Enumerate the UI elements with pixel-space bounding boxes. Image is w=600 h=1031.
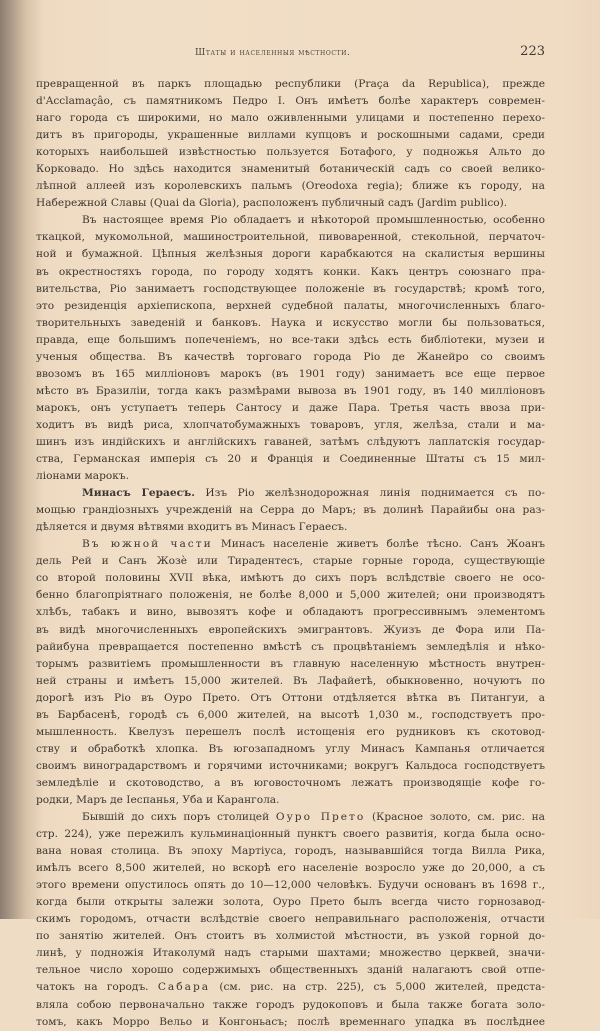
line-text: Корковадо. Но здѣсь находится знаменитый ботаническій садъ со своей велико- (36, 163, 545, 176)
line-text: ученыя общества. Въ качествѣ торговаго города Ріо де Жанейро со своимъ (36, 350, 545, 363)
line-text: тельное число хорошо содержимыхъ общественныхъ зданій налагаютъ свой отпе- (36, 964, 545, 977)
text-line (36, 298, 545, 315)
line-text: имѣлъ всего 8,500 жителей, но вскорѣ его населеніе возросло уже до 20,000, а съ (36, 862, 545, 875)
line-text: d'Acclamaçâo, съ памятникомъ Педро I. Онъ имѣетъ болѣе характеръ современ- (36, 95, 545, 108)
text-line (36, 349, 545, 366)
text-line (36, 366, 545, 383)
line-text: правда, еще большимъ попеченіемъ, но все-таки здѣсь есть библіотеки, музеи и (36, 333, 545, 346)
emphasized-place-name: Оуро Прето (275, 811, 366, 824)
line-text: хлѣбъ, табакъ и вино, вывозятъ кофе и обладаютъ прогрессивнымъ элементомъ (36, 606, 545, 619)
text-line (36, 315, 545, 332)
line-text: бенно благопріятнаго положенія, не болѣе 8,000 и 5,000 жителей; они производятъ (36, 589, 545, 602)
line-text: дорогѣ изъ Ріо въ Оуро Прето. Отъ Оттони отдѣляется вѣтка въ Питангуи, а (36, 691, 545, 704)
lead-text: Бывшій до сихъ поръ столицей (82, 811, 276, 824)
line-text: вительства, Ріо занимаетъ господствующее положеніе въ государствѣ; кромѣ того, (36, 282, 545, 295)
line-text: Минасъ населеніе живетъ болѣе тѣсно. Санъ Жоанъ (212, 538, 545, 551)
text-line (36, 417, 545, 434)
line-text: стр. 224), уже пережилъ кульминаціонный пунктъ своего развитія, когда была осно- (36, 828, 545, 841)
line-text: Изъ Ріо желѣзнодорожная линія поднимается съ по- (194, 487, 545, 500)
line-text: своимъ виноградарствомъ и горячими источниками; вокругъ Кальдоса господствуетъ (36, 759, 545, 772)
line-text: это резиденція архіепископа, верхней судебной палаты, многочисленныхъ благо- (36, 299, 545, 312)
text-line (36, 332, 545, 349)
line-text: линѣ, у подножія Итаколумй надъ старыми шахтами; множество церквей, значи- (36, 947, 545, 960)
line-text: дѣляется и двумя вѣтвями входитъ въ Минасъ Гераесъ. (36, 521, 348, 534)
text-line (36, 877, 545, 894)
line-text: (см. рис. на стр. 225), съ 5,000 жителей, предста- (210, 981, 545, 994)
text-line (36, 485, 545, 502)
text-line (36, 997, 545, 1014)
line-text: ліонами марокъ. (36, 470, 129, 483)
text-line (36, 212, 545, 229)
page-number: 223 (520, 44, 545, 59)
text-line (36, 775, 545, 792)
text-line (36, 110, 545, 127)
text-line (36, 1014, 545, 1031)
text-line (36, 400, 545, 417)
text-line (36, 383, 545, 400)
line-text: мощью грандіозныхъ учрежденій на Серра до Маръ; въ долинѣ Парайибы она раз- (36, 504, 545, 517)
line-text: (Красное золото, см. рис. на (365, 811, 545, 824)
text-line (36, 690, 545, 707)
line-text: ткацкой, мукомольной, машиностроительной, пивоваренной, стекольной, перчаточ- (36, 231, 545, 244)
text-line (36, 656, 545, 673)
page-header (40, 44, 545, 64)
lead-text: чатокъ на городъ. (36, 981, 158, 994)
text-line (36, 826, 545, 843)
text-line (36, 451, 545, 468)
line-text: ству и обработкѣ хлопка. Въ югозападномъ углу Минасъ Кампанья отличается (36, 742, 545, 755)
text-line (36, 604, 545, 621)
text-line (36, 246, 545, 263)
text-line (36, 127, 545, 144)
text-line (36, 144, 545, 161)
running-head: Штаты и населенныя мѣстности. (195, 48, 351, 58)
text-line (36, 945, 545, 962)
text-line (36, 536, 545, 553)
text-line (36, 911, 545, 928)
line-text: мышленность. Квелузъ перешелъ послѣ истощенія его рудниковъ къ скотовод- (36, 725, 545, 738)
line-text: марокъ, онъ уступаетъ теперь Сантосу и даже Пара. Третья часть ввоза при- (36, 401, 545, 414)
line-text: томъ, какъ Морро Вельо и Конгоньасъ; послѣ временнаго упадка въ послѣднее (36, 1015, 545, 1028)
text-line (36, 843, 545, 860)
text-line (36, 553, 545, 570)
line-text: со второй половины XVII вѣка, имѣютъ до сихъ поръ вслѣдствіе своего не осо- (36, 572, 545, 585)
text-line (36, 502, 545, 519)
line-text: земледѣліе и скотоводство, а въ юговосточномъ лежатъ производящіе кофе го- (36, 776, 545, 789)
text-line (36, 724, 545, 741)
text-line (36, 93, 545, 110)
line-text: которыхъ наибольшей извѣстностью пользуется Ботафого, у подножья Альто до (36, 146, 545, 159)
text-line (36, 639, 545, 656)
line-text: превращенной въ паркъ площадью республики (Praça da Republica), прежде (36, 78, 545, 90)
line-text: скимъ городомъ, отчасти вслѣдствіе своего неправильнаго расположенія, отчасти (36, 913, 545, 926)
line-text: ной и бумажной. Цѣпныя желѣзныя дороги карабкаются на скалистыя вершины (36, 248, 545, 261)
line-text: дитъ въ пригороды, украшенные виллами купцовъ и роскошными садами, среди (36, 129, 545, 142)
text-line (36, 962, 545, 979)
text-line (36, 979, 545, 996)
text-line (36, 76, 545, 93)
line-text: Въ настоящее время Ріо обладаетъ и нѣкоторой промышленностью, особенно (82, 214, 545, 227)
line-text: шинъ изъ индійскихъ и англійскихъ гаваней, затѣмъ слѣдуютъ лаплатскія государ- (36, 435, 545, 448)
line-text: ходитъ въ видѣ риса, хлопчатобумажныхъ товаровъ, угля, желѣза, стали и ма- (36, 418, 545, 431)
line-text: лѣпной аллеей изъ королевскихъ пальмъ (Oreodoxa regia); ближе къ городу, на (36, 180, 545, 193)
section-heading: Минасъ Гераесъ. (82, 487, 195, 500)
line-text: ней страны и имѣетъ 15,000 жителей. Въ Лафайетѣ, обыкновенно, ночуютъ по (36, 674, 545, 687)
text-line (36, 178, 545, 195)
text-line (36, 468, 545, 485)
line-text: Набережной Славы (Quai da Gloria), расположенъ публичный садъ (Jardim publico). (36, 197, 508, 210)
line-text: ввозомъ въ 165 милліоновъ марокъ (въ 1901 году) занимаетъ все еще первое (36, 367, 545, 380)
text-line (36, 434, 545, 451)
text-line (36, 673, 545, 690)
text-line (36, 161, 545, 178)
line-text: этого времени опустилось опять до 10—12,000 человѣкъ. Будучи основанъ въ 1698 г., (36, 879, 545, 892)
text-line (36, 229, 545, 246)
text-line (36, 741, 545, 758)
line-text: райибуна превращается постепенно вмѣстѣ съ процвѣтаніемъ земледѣлія и нѣко- (36, 640, 545, 653)
line-text: въ Барбасенѣ, городѣ съ 6,000 жителей, на высотѣ 1,030 м., господствуетъ про- (36, 708, 545, 721)
text-line (36, 281, 545, 298)
text-line (36, 622, 545, 639)
line-text: вляла собою первоначально также городъ рудокоповъ и была также богата золо- (36, 998, 545, 1011)
text-line (36, 792, 545, 809)
text-line (36, 809, 545, 826)
text-line (36, 928, 545, 945)
text-line (36, 195, 545, 212)
text-line (36, 570, 545, 587)
line-text: когда были открыты залежи золота, Оуро Прето былъ всегда чисто горнозавод- (36, 896, 545, 909)
line-text: въ окрестностяхъ города, по городу ходятъ конки. Какъ центръ союзнаго пра- (36, 265, 545, 278)
text-line (36, 758, 545, 775)
line-text: торымъ развитіемъ промышленности въ главную населенную мѣстность внутрен- (36, 657, 545, 670)
line-text: дель Рей и Санъ Жозè или Тирадентесъ, старые горные города, существующіе (36, 555, 545, 568)
line-text: родки, Маръ де Іеспанья, Уба и Карангола. (36, 793, 280, 806)
line-text: по занятію жителей. Онъ стоитъ въ холмистой мѣстности, въ узкой горной до- (36, 930, 545, 943)
text-line (36, 519, 545, 536)
line-text: въ видѣ многочисленныхъ европейскихъ эмигрантовъ. Жуизъ де Фора или Па- (36, 623, 545, 636)
line-text: мѣсто въ Бразиліи, тогда какъ размѣрами вывоза въ 1901 году, въ 140 милліоновъ (36, 384, 545, 397)
line-text: наго города съ широкими, но мало оживленными улицами и постепенно перехо- (36, 112, 545, 125)
line-text: вана новая столица. Въ эпоху Мартіуса, городъ, называвшійся тогда Вилла Рика, (36, 845, 545, 858)
body-text (36, 76, 545, 1031)
text-line (36, 264, 545, 281)
line-text: ства, Германская имперія съ 20 и Франція и Соединенные Штаты съ 15 мил- (36, 453, 545, 466)
text-line (36, 860, 545, 877)
emphasized-place-name: Сабара (157, 981, 211, 994)
line-text: творительныхъ заведеній и банковъ. Наука и искусство могли бы пользоваться, (36, 316, 545, 329)
text-line (36, 894, 545, 911)
text-line (36, 587, 545, 604)
lead-text: Въ южной части (82, 538, 213, 551)
text-line (36, 707, 545, 724)
